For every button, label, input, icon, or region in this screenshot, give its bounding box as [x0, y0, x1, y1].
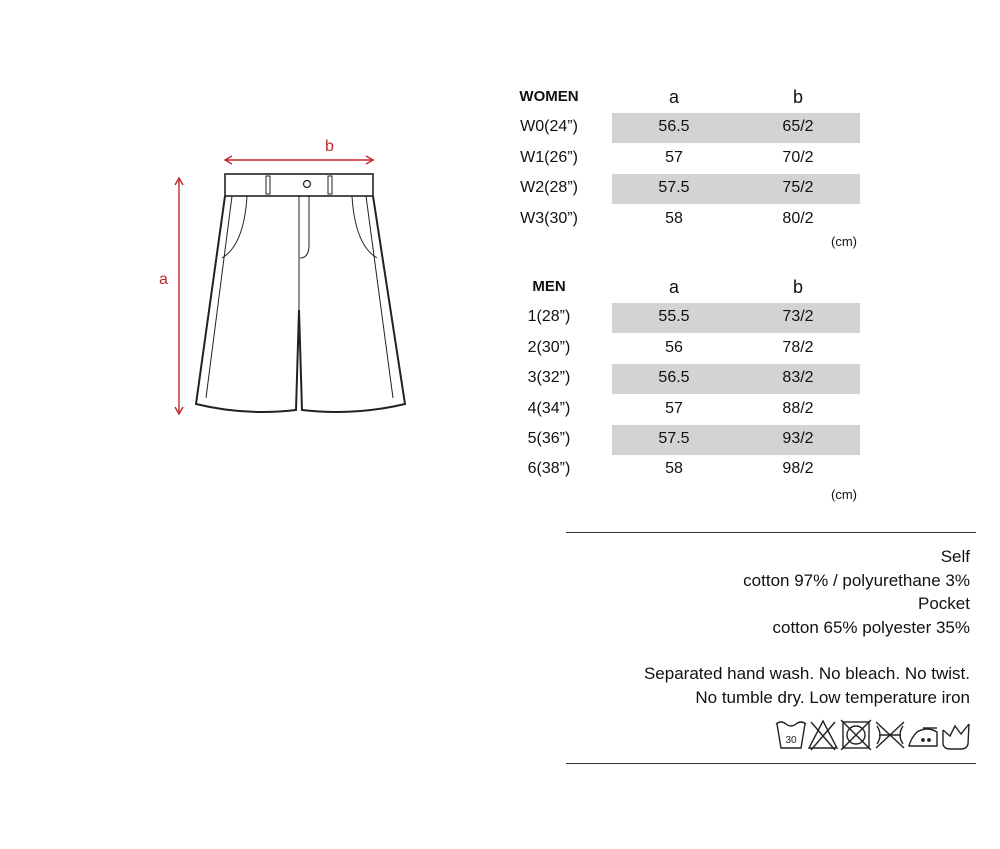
dimension-b-arrow — [225, 156, 373, 164]
column-header-b: b — [792, 277, 803, 297]
hand-wash-icon — [943, 724, 969, 749]
dimension-a-label: a — [159, 271, 168, 288]
pocket-label: Pocket — [918, 594, 970, 613]
size-label: W3(30”) — [520, 209, 578, 227]
measure-b: 65/2 — [782, 118, 814, 136]
size-label: 5(36”) — [527, 429, 571, 447]
measure-a: 58 — [665, 460, 683, 478]
button-detail — [304, 181, 311, 188]
column-header-b: b — [792, 87, 803, 107]
top-divider — [566, 532, 976, 533]
women-unit-label: (cm) — [831, 234, 857, 249]
pocket-composition: cotton 65% polyester 35% — [772, 617, 970, 637]
dimension-a-arrow — [175, 178, 183, 414]
size-label: 4(34”) — [527, 399, 571, 417]
materials-info — [743, 545, 970, 639]
measure-b: 83/2 — [782, 369, 814, 387]
column-header-a: a — [668, 87, 679, 107]
hand-wash-30-icon — [776, 722, 806, 748]
measure-a: 56 — [665, 338, 683, 356]
shorts-illustration — [150, 130, 420, 430]
measure-a: 58 — [665, 209, 683, 227]
measure-b: 88/2 — [782, 399, 814, 417]
size-label: W2(28”) — [520, 179, 578, 197]
measure-a: 57 — [665, 399, 683, 417]
women-heading: WOMEN — [519, 88, 579, 105]
bottom-divider — [566, 763, 976, 764]
self-composition: cotton 97% / polyurethane 3% — [743, 570, 970, 590]
measure-b: 98/2 — [782, 460, 814, 478]
measure-a: 57.5 — [658, 179, 690, 197]
size-label: W0(24”) — [520, 118, 578, 136]
no-wring-icon — [876, 722, 904, 748]
no-bleach-icon — [809, 721, 837, 750]
care-line-1: Separated hand wash. No bleach. No twist. — [643, 664, 970, 683]
measure-b: 78/2 — [782, 338, 814, 356]
measure-b: 80/2 — [782, 209, 814, 227]
men-unit-label: (cm) — [831, 487, 857, 502]
care-icons-row — [775, 718, 971, 752]
no-tumble-dry-icon — [841, 720, 871, 750]
measure-b: 70/2 — [782, 148, 814, 166]
measure-a: 56.5 — [658, 369, 690, 387]
size-label: 1(28”) — [527, 308, 571, 326]
measure-a: 57 — [665, 148, 683, 166]
men-heading: MEN — [532, 278, 566, 295]
measure-a: 55.5 — [658, 308, 690, 326]
measure-b: 73/2 — [782, 308, 814, 326]
size-label: 2(30”) — [527, 338, 571, 356]
size-label: W1(26”) — [520, 148, 578, 166]
measure-a: 56.5 — [658, 118, 690, 136]
low-iron-icon — [909, 728, 937, 746]
column-header-a: a — [668, 277, 679, 297]
wash-temp-label: 30 — [785, 735, 797, 746]
size-label: 3(32”) — [527, 369, 571, 387]
waistband — [225, 174, 373, 196]
size-label: 6(38”) — [527, 460, 571, 478]
measure-b: 93/2 — [782, 429, 814, 447]
self-label: Self — [940, 547, 970, 566]
measure-b: 75/2 — [782, 179, 814, 197]
shorts-diagram — [150, 130, 420, 430]
measure-a: 57.5 — [658, 429, 690, 447]
care-instructions — [644, 662, 970, 709]
dimension-b-label: b — [325, 138, 334, 155]
care-line-2: No tumble dry. Low temperature iron — [695, 687, 970, 707]
